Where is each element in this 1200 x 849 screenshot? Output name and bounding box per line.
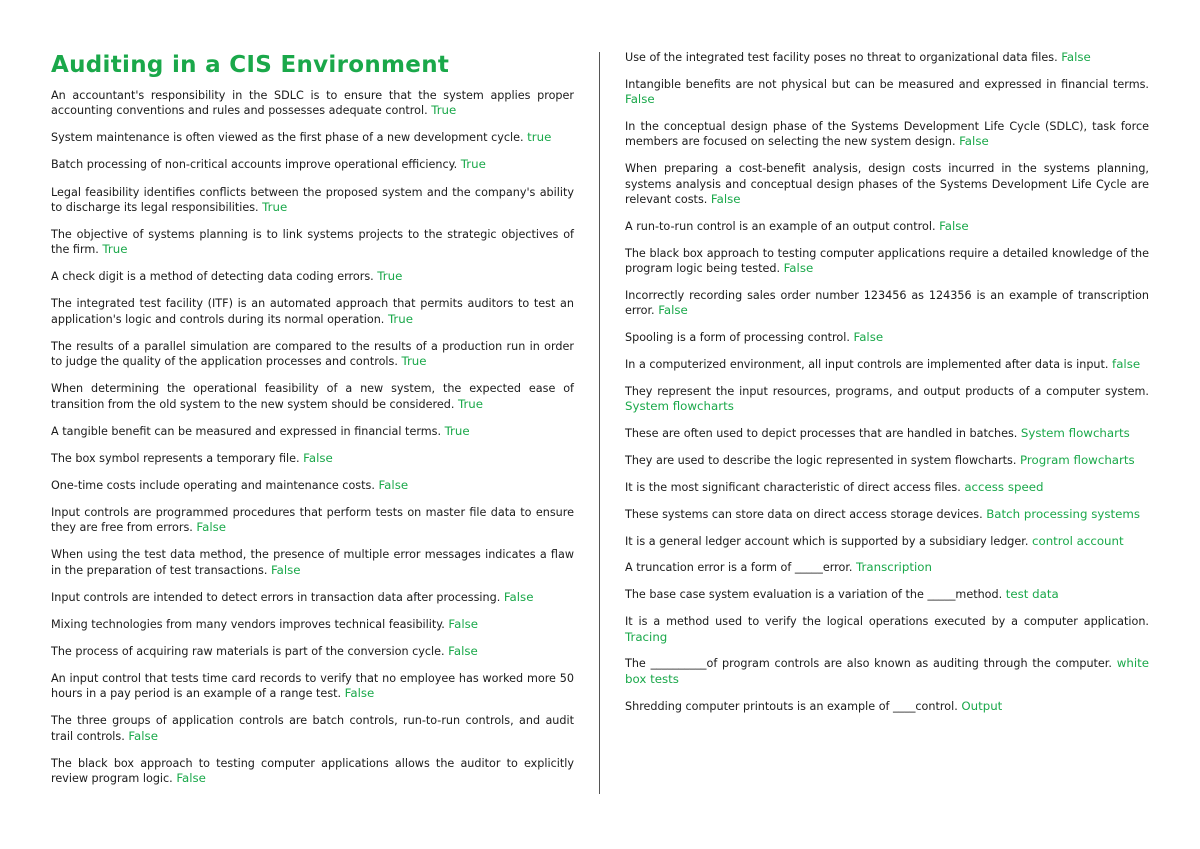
- document-title: Auditing in a CIS Environment: [51, 52, 450, 78]
- answer-text: False: [939, 218, 969, 233]
- question-item: [625, 161, 1149, 207]
- right-question-list: [625, 50, 1149, 714]
- question-item: [51, 88, 574, 119]
- question-item: [625, 507, 1149, 522]
- question-item: [51, 157, 574, 172]
- answer-text: False: [710, 191, 741, 206]
- question-text: Shredding computer printouts is an example of ____control.: [625, 699, 958, 713]
- answer-text: white box tests: [625, 656, 1150, 686]
- question-text: A check digit is a method of detecting data coding errors.: [51, 270, 374, 284]
- question-text: It is a general ledger account which is supported by a subsidiary ledger.: [625, 534, 1029, 548]
- question-item: [51, 590, 574, 605]
- question-text: The black box approach to testing computer applications require a detailed knowledge of the program logic being tested.: [625, 246, 1149, 275]
- left-question-list: [51, 88, 574, 786]
- question-text: They are used to describe the logic represented in system flowcharts.: [625, 453, 1017, 467]
- answer-text: control account: [1031, 533, 1124, 548]
- answer-text: False: [783, 260, 814, 275]
- question-item: [51, 269, 574, 284]
- question-item: [625, 384, 1149, 415]
- question-text: Incorrectly recording sales order number 123456 as 124356 is an example of transcription error.: [625, 288, 1149, 318]
- question-item: [51, 644, 574, 659]
- question-item: [51, 478, 574, 493]
- answer-text: False: [270, 562, 301, 577]
- answer-text: True: [460, 157, 486, 172]
- question-text: Input controls are intended to detect errors in transaction data after processing.: [51, 590, 501, 604]
- answer-text: False: [1061, 50, 1091, 64]
- question-text: An accountant's responsibility in the SDLC is to ensure that the system applies proper accounting conventions and rules and possesses adequate control.: [51, 89, 574, 118]
- question-item: [51, 227, 574, 258]
- question-item: [51, 185, 574, 216]
- question-item: [625, 453, 1149, 468]
- answer-text: Output: [961, 698, 1003, 713]
- answer-text: False: [303, 450, 333, 465]
- question-text: A tangible benefit can be measured and expressed in financial terms.: [51, 424, 442, 438]
- answer-text: False: [196, 520, 227, 535]
- answer-text: False: [658, 303, 688, 318]
- question-item: [625, 330, 1149, 345]
- question-item: [51, 505, 574, 536]
- question-item: [625, 614, 1149, 645]
- question-item: [625, 288, 1149, 319]
- answer-text: Program flowcharts: [1020, 452, 1135, 467]
- question-text: Legal feasibility identifies conflicts between the proposed system and the company's ability to discharge its legal responsibilities.: [51, 185, 574, 214]
- answer-text: True: [387, 311, 413, 326]
- question-item: [51, 713, 574, 744]
- question-text: The black box approach to testing computer applications allows the auditor to explicitly review program logic.: [51, 756, 574, 786]
- question-text: The box symbol represents a temporary file.: [51, 451, 300, 465]
- question-text: Batch processing of non-critical accounts improve operational efficiency.: [51, 158, 458, 172]
- question-text: These systems can store data on direct access storage devices.: [625, 507, 983, 521]
- question-text: The integrated test facility (ITF) is an automated approach that permits auditors to test an application's logic and controls during its normal operation.: [51, 297, 574, 326]
- answer-text: True: [401, 354, 427, 369]
- question-item: [625, 50, 1149, 65]
- answer-text: Batch processing systems: [986, 506, 1140, 521]
- answer-text: False: [503, 589, 534, 604]
- question-text: The base case system evaluation is a variation of the _____method.: [625, 588, 1003, 602]
- question-item: [51, 130, 574, 145]
- question-text: When preparing a cost-benefit analysis, design costs incurred in the systems planning, systems analysis and conceptual design phases of the Systems Development Life Cycle are relevant costs.: [625, 162, 1149, 206]
- question-item: [625, 426, 1149, 441]
- question-text: The process of acquiring raw materials is part of the conversion cycle.: [51, 644, 445, 658]
- question-item: [51, 617, 574, 632]
- answer-text: false: [1112, 356, 1141, 371]
- question-item: [625, 587, 1149, 602]
- answer-text: True: [431, 103, 457, 118]
- question-text: One-time costs include operating and maintenance costs.: [51, 478, 375, 492]
- question-text: System maintenance is often viewed as the first phase of a new development cycle.: [51, 131, 524, 145]
- question-text: Use of the integrated test facility poses no threat to organizational data files.: [625, 51, 1058, 64]
- answer-text: False: [378, 477, 409, 492]
- answer-text: False: [176, 771, 206, 786]
- question-text: It is the most significant characteristic of direct access files.: [625, 480, 961, 494]
- question-text: The results of a parallel simulation are compared to the results of a production run in order to judge the quality of the application processes and controls.: [51, 339, 574, 369]
- question-text: Mixing technologies from many vendors improves technical feasibility.: [51, 617, 445, 631]
- question-text: When determining the operational feasibility of a new system, the expected ease of transition from the old system to the new system should be considered.: [51, 382, 574, 411]
- answer-text: System flowcharts: [625, 399, 734, 414]
- question-item: [51, 424, 574, 439]
- answer-text: True: [102, 242, 128, 257]
- answer-text: False: [128, 728, 158, 743]
- question-item: [51, 547, 574, 578]
- question-text: The objective of systems planning is to link systems projects to the strategic objectives of the firm.: [51, 227, 574, 257]
- right-column: [625, 50, 1149, 725]
- question-item: [51, 671, 574, 702]
- question-item: [625, 119, 1149, 150]
- question-text: In the conceptual design phase of the Systems Development Life Cycle (SDLC), task force members are focused on selecting the new system design.: [625, 120, 1149, 149]
- left-column: [51, 50, 574, 798]
- question-text: It is a method used to verify the logical operations executed by a computer application.: [625, 615, 1149, 629]
- question-text: Intangible benefits are not physical but can be measured and expressed in financial terms.: [625, 77, 1149, 91]
- answer-text: Tracing: [625, 629, 668, 644]
- answer-text: False: [625, 92, 655, 107]
- question-item: [51, 296, 574, 327]
- question-item: [625, 77, 1149, 108]
- question-text: The __________of program controls are also known as auditing through the computer.: [625, 657, 1112, 671]
- answer-text: True: [377, 269, 403, 284]
- question-item: [625, 560, 1149, 575]
- answer-text: System flowcharts: [1020, 425, 1130, 440]
- question-item: [51, 756, 574, 787]
- answer-text: True: [262, 199, 288, 214]
- answer-text: False: [853, 330, 884, 345]
- question-item: [625, 656, 1149, 687]
- question-text: In a computerized environment, all input controls are implemented after data is input.: [625, 357, 1109, 371]
- answer-text: True: [457, 396, 484, 411]
- question-item: [625, 480, 1149, 495]
- question-text: When using the test data method, the presence of multiple error messages indicates a flaw in the preparation of test transactions.: [51, 548, 574, 577]
- question-text: These are often used to depict processes that are handled in batches.: [625, 426, 1018, 440]
- answer-text: True: [444, 423, 470, 438]
- question-item: [625, 357, 1149, 372]
- question-item: [625, 699, 1149, 714]
- answer-text: False: [448, 643, 478, 658]
- question-item: [51, 339, 574, 370]
- answer-text: true: [527, 130, 552, 145]
- question-text: An input control that tests time card records to verify that no employee has worked more 50 hours in a pay period is an example of a range test.: [51, 671, 574, 701]
- question-text: Input controls are programmed procedures that perform tests on master file data to ensure they are free from errors.: [51, 505, 574, 535]
- answer-text: False: [344, 686, 375, 701]
- question-text: A run-to-run control is an example of an output control.: [625, 219, 936, 233]
- question-item: [625, 534, 1149, 549]
- question-item: [51, 381, 574, 412]
- question-item: [625, 246, 1149, 277]
- question-text: Spooling is a form of processing control.: [625, 331, 850, 345]
- question-text: The three groups of application controls are batch controls, run-to-run controls, and audit trail controls.: [51, 714, 574, 743]
- question-text: They represent the input resources, programs, and output products of a computer system.: [625, 384, 1149, 398]
- answer-text: Transcription: [856, 560, 932, 575]
- question-item: [51, 451, 574, 466]
- answer-text: False: [959, 134, 989, 149]
- question-item: [625, 219, 1149, 234]
- answer-text: test data: [1005, 587, 1059, 602]
- question-text: A truncation error is a form of _____error.: [625, 561, 853, 575]
- answer-text: False: [448, 616, 479, 631]
- answer-text: access speed: [964, 479, 1044, 494]
- column-divider: [599, 52, 600, 794]
